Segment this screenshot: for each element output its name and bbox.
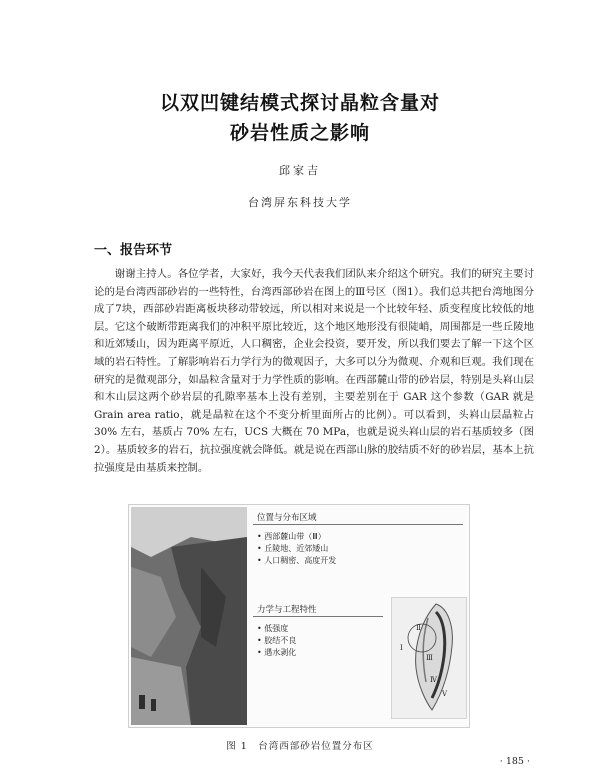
list-item: • 人口稠密、高度开发 [257, 555, 336, 567]
body-paragraph: 谢谢主持人。各位学者，大家好，我今天代表我们团队来介绍这个研究。我们的研究主要讨论的是台湾西部砂岩的一些特性，台湾西部砂岩在图上的Ⅲ号区（图1）。我们总共把台湾地图分成了7块，西部砂岩距离板块移动带较远，所以相对来说是一个比较年轻、质变程度比较低的地层。它这个破断带距离我们的冲积平原比较近，这个地区地形没有很陡峭，周围都是一些丘陵地和近郊矮山，因为距离平原近，人口稠密，企业会投资，要开发，所以我们要去了解一下这个区域的岩石特性。了解影响岩石力学行为的微观因子，大多可以分为微观、介观和巨观。我们现在研究的是微观部分，如晶粒含量对于力学性质的影响。在西部麓山带的砂岩层，特别是头嵙山层和木山层这两个砂岩层的孔隙率基本上没有差别，主要差别在于 GAR 这个参数（GAR 就是 Grain area ratio，就是晶粒在这个不变分析里面所占的比例）。可以看到，头嵙山层晶粒占 30% 左右，基质占 70% 左右，UCS 大概在 70 MPa，也就是说头嵙山层的岩石基质较多（图2）。基质较多的岩石，抗拉强度就会降低。就是说在西部山脉的胶结质不好的砂岩层，基本上抗拉强度是由基质来控制。 [94, 268, 534, 474]
map-label: Ⅲ [426, 654, 433, 662]
page-number: · 185 · [499, 756, 530, 767]
list-item: • 西部麓山带（Ⅲ） [257, 531, 336, 543]
map-label: Ⅰ [400, 644, 403, 652]
mechanics-block-rule [253, 616, 383, 617]
affiliation: 台湾屏东科技大学 [248, 196, 352, 209]
list-item: • 低强度 [257, 623, 296, 635]
location-block-heading: 位置与分布区域 [257, 513, 317, 523]
outcrop-photo [131, 507, 247, 725]
mechanics-block-heading: 力学与工程特性 [257, 605, 317, 615]
list-item: • 遇水剥化 [257, 647, 296, 659]
paper-title-line-1: 以双凹键结模式探讨晶粒含量对 [159, 92, 440, 114]
figure-caption: 图 1 台湾西部砂岩位置分布区 [226, 741, 374, 752]
list-item: • 胶结不良 [257, 635, 296, 647]
location-block-rule [253, 524, 463, 525]
section-heading: 一、报告环节 [94, 243, 173, 258]
map-label: Ⅱ [416, 624, 421, 632]
mechanics-block-list [257, 623, 296, 659]
location-block-list [257, 531, 336, 567]
paper-title-line-2: 砂岩性质之影响 [229, 122, 370, 144]
figure-1 [128, 504, 470, 728]
list-item: • 丘陵地、近郊矮山 [257, 543, 336, 555]
map-label: Ⅴ [442, 690, 448, 698]
map-label: Ⅳ [430, 676, 437, 684]
author-name: 邱家吉 [279, 164, 321, 177]
taiwan-zone-map [391, 597, 467, 719]
